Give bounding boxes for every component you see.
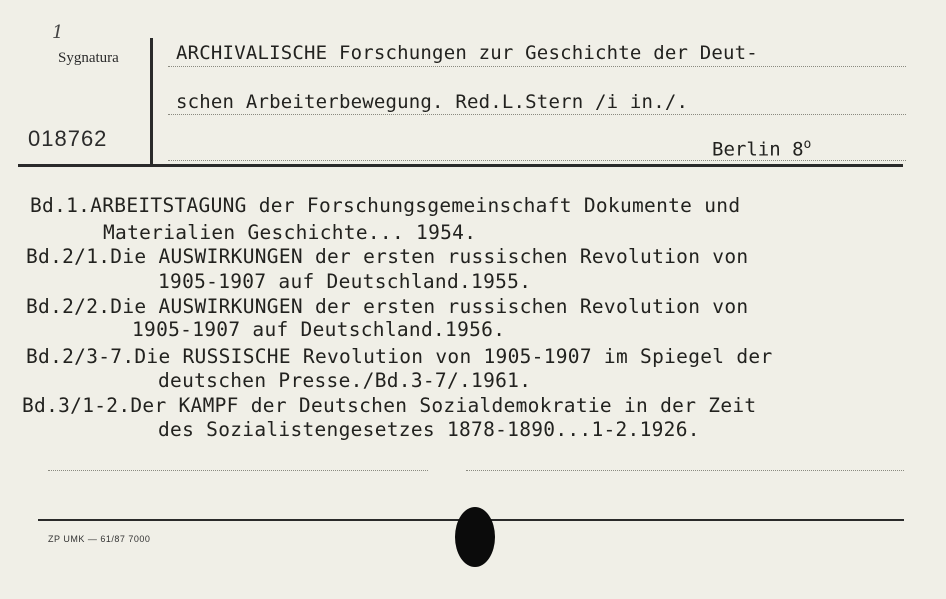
entry-line: Bd.1.ARBEITSTAGUNG der Forschungsgemeinschaft Dokumente und [30,194,741,217]
entry-line: Materialien Geschichte... 1954. [103,221,477,244]
horizontal-rule-top [18,164,903,167]
entry-line: deutschen Presse./Bd.3-7/.1961. [158,369,532,392]
place-of-publication [712,137,811,160]
ruled-dotted-line [168,114,906,115]
place-text: Berlin 8 [712,138,804,161]
entry-line: Bd.2/1.Die AUSWIRKUNGEN der ersten russischen Revolution von [26,245,749,268]
call-number: 018762 [28,126,108,151]
entry-line: des Sozialistengesetzes 1878-1890...1-2.1926. [158,418,700,441]
format-superscript: o [803,137,812,152]
entry-line: Bd.2/3-7.Die RUSSISCHE Revolution von 1905-1907 im Spiegel der [26,345,773,368]
ruled-dotted-line [168,66,906,67]
entry-line: Bd.3/1-2.Der KAMPF der Deutschen Sozialdemokratie in der Zeit [22,394,757,417]
ruled-dotted-line [48,470,428,471]
ruled-dotted-line [466,470,904,471]
punch-hole [455,507,495,567]
vertical-rule [150,38,153,166]
heading-line-2: schen Arbeiterbewegung. Red.L.Stern /i in./. [176,91,689,113]
entry-line: 1905-1907 auf Deutschland.1956. [132,318,506,341]
entry-line: 1905-1907 auf Deutschland.1955. [158,270,532,293]
printer-imprint: ZP UMK — 61/87 7000 [48,534,151,544]
entry-line: Bd.2/2.Die AUSWIRKUNGEN der ersten russischen Revolution von [26,295,749,318]
heading-line-1: ARCHIVALISCHE Forschungen zur Geschichte der Deut- [176,42,758,64]
sygnatura-label: Sygnatura [58,50,119,66]
corner-mark: 1 [52,22,64,43]
